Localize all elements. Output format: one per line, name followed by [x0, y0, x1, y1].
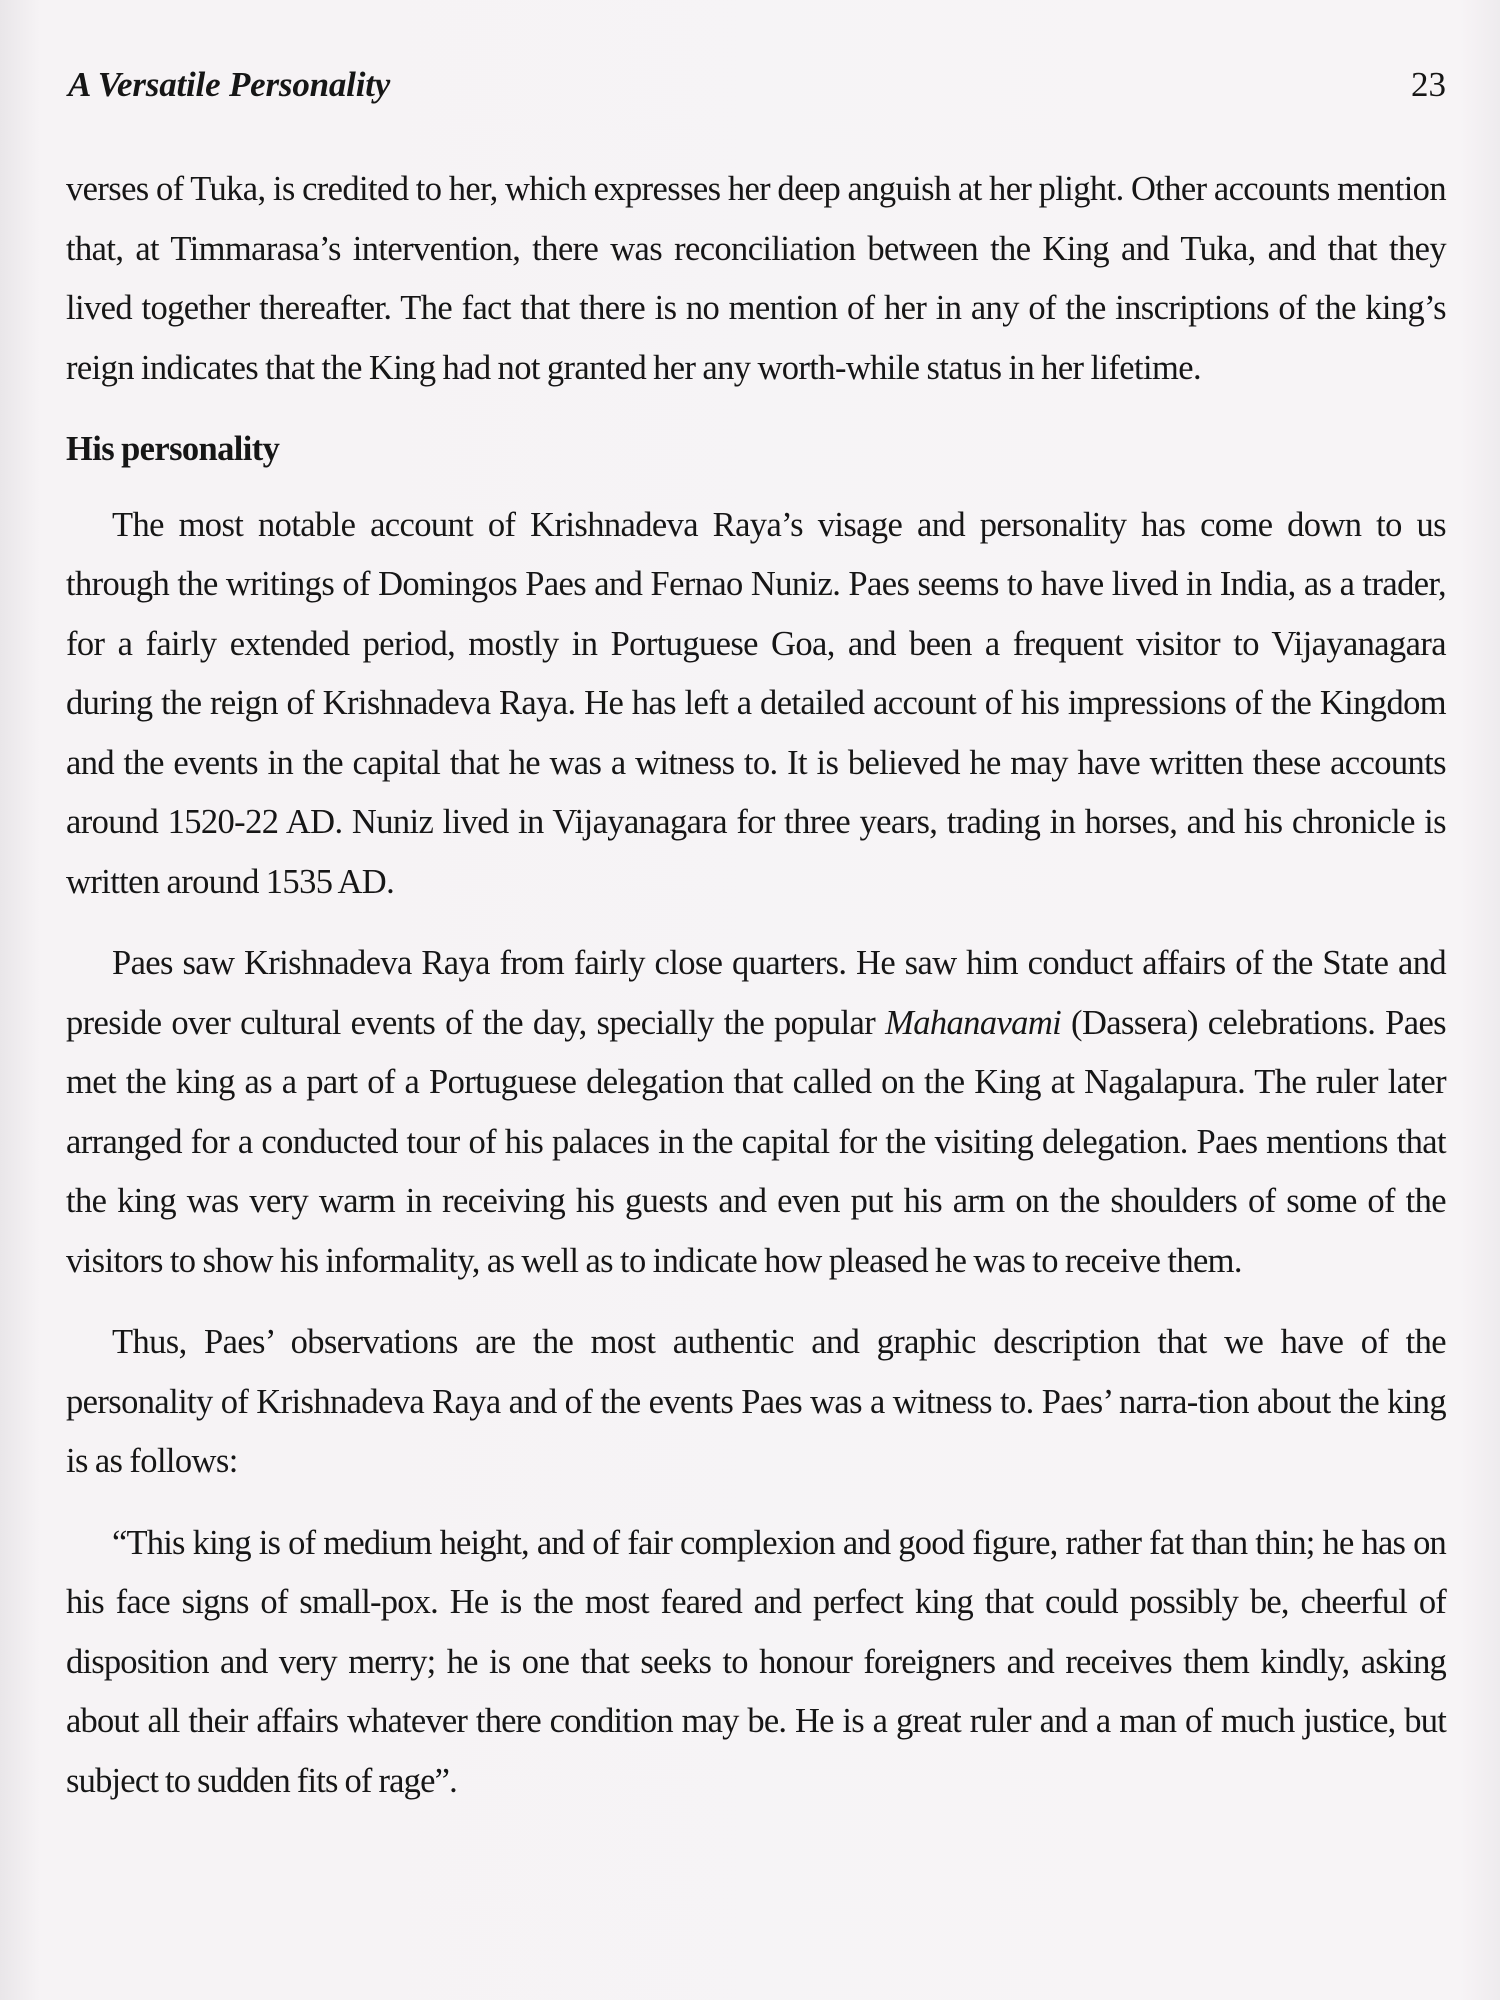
paragraph-close-quarters	[66, 934, 1446, 1291]
section-heading: His personality	[66, 430, 280, 468]
paragraph-paes-nuniz: The most notable account of Krishnadeva Raya’s visage and personality has come down to us through the writings of Domingos Paes and Fernao Nuniz. Paes seems to have lived in India, as a trader, for a fairly extended period, mostly in Portuguese Goa, and been a frequent visitor to Vijayanagara during the reign of Krishnadeva Raya. He has left a detailed account of his impressions of the Kingdom and the events in the capital that he was a witness to. It is believed he may have written these accounts around 1520-22 AD. Nuniz lived in Vijayanagara for three years, trading in horses, and his chronicle is written around 1535 AD.	[66, 505, 1446, 901]
running-head	[68, 60, 1446, 110]
italic-term: Mahanavami	[885, 1003, 1062, 1042]
running-title: A Versatile Personality	[68, 65, 391, 104]
paragraph-observations: Thus, Paes’ observations are the most authentic and graphic description that we have of the personality of Krishnadeva Raya and of the events Paes was a witness to. Paes’ narra-tion about the king is as follows:	[66, 1323, 1446, 1480]
body-text	[66, 160, 1446, 1811]
paragraph-continued: verses of Tuka, is credited to her, which expresses her deep anguish at her plight. Other accounts mention that, at Timmarasa’s intervention, there was reconciliation between the King and Tuka, and that they lived together thereafter. The fact that there is no mention of her in any of the inscriptions of the king’s reign indicates that the King had not granted her any worth-while status in her lifetime.	[66, 170, 1446, 387]
paragraph-text-start: Paes saw Krishnadeva Raya from fairly close quarters. He saw him conduct affairs of the State and preside over cultural events of the day, specially the popular	[66, 944, 1446, 1042]
paragraph-text-end: (Dassera) celebrations. Paes met the king as a part of a Portuguese delegation that called on the King at Nagalapura. The ruler later arranged for a conducted tour of his palaces in the capital for the visiting delegation. Paes mentions that the king was very warm in receiving his guests and even put his arm on the shoulders of some of the visitors to show his informality, as well as to indicate how pleased he was to receive them.	[66, 1003, 1447, 1280]
block-quote: “This king is of medium height, and of fair complexion and good figure, rather fat than thin; he has on his face signs of small-pox. He is the most feared and perfect king that could possibly be, cheerful of disposition and very merry; he is one that seeks to honour foreigners and receives them kindly, asking about all their affairs whatever there condition may be. He is a great ruler and a man of much justice, but subject to sudden fits of rage”.	[66, 1523, 1446, 1800]
page-number: 23	[1411, 65, 1446, 104]
